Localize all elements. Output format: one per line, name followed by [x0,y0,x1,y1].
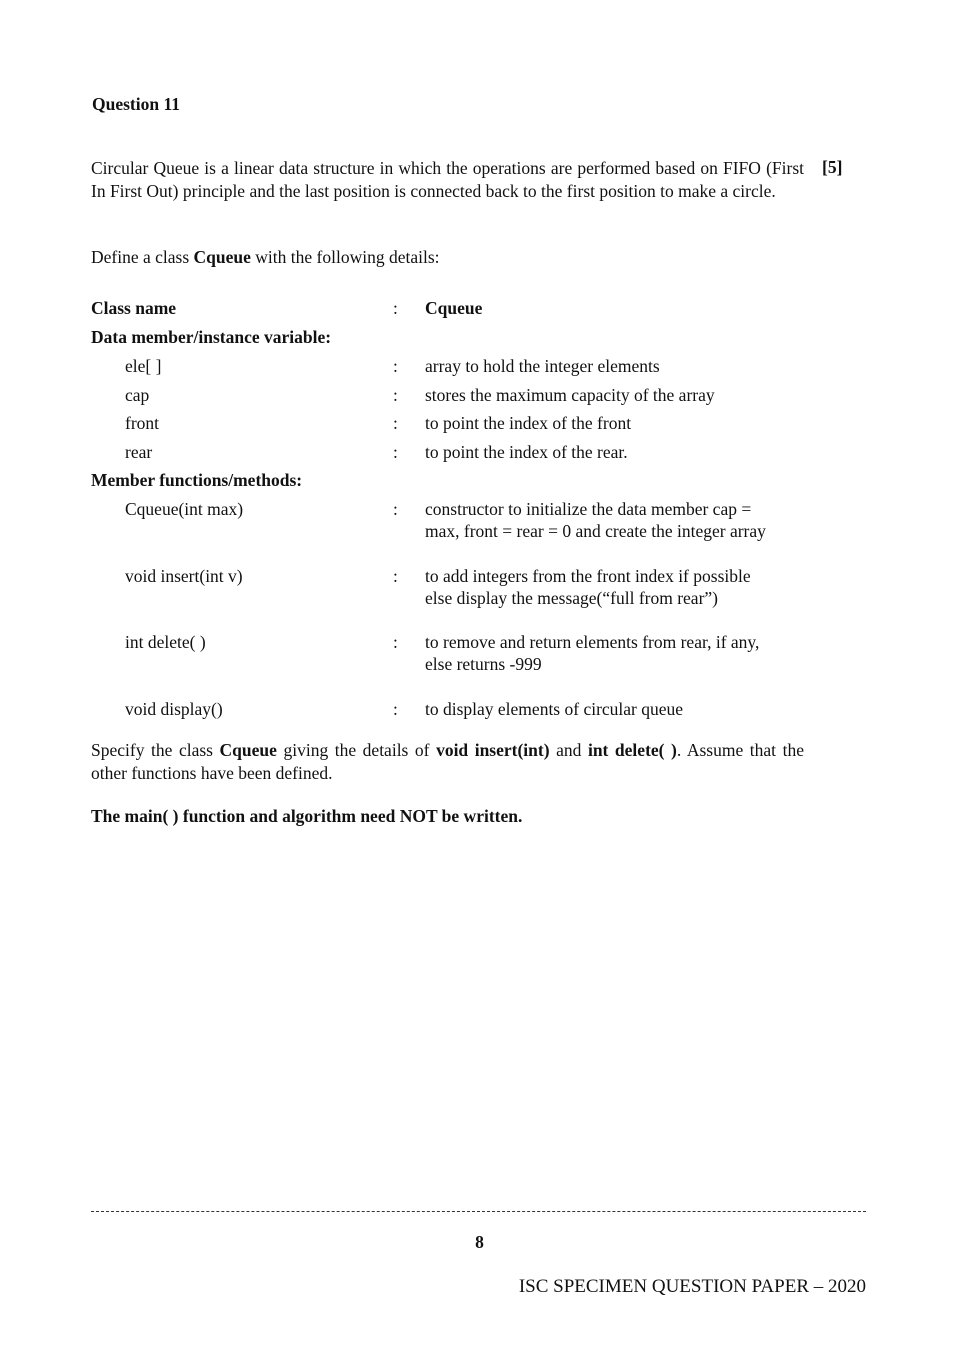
member-desc: array to hold the integer elements [425,356,660,376]
method-name: int delete( ) [125,632,206,652]
text: . Assume that the other functions have been defined. [91,740,804,783]
data-members-heading: Data member/instance variable: [91,327,332,347]
method-desc [425,565,825,609]
colon: : [393,413,398,433]
colon: : [393,356,398,376]
desc-line: max, front = rear = 0 and create the integer array [425,521,766,541]
desc-line: to remove and return elements from rear, if any, [425,632,760,652]
footer-divider [91,1211,866,1212]
colon: : [393,632,398,652]
bold-text: Cqueue [219,740,277,760]
desc-line: constructor to initialize the data member cap = [425,499,752,519]
question-intro: Circular Queue is a linear data structure in which the operations are performed based on FIFO (First In First Out) principle and the last position is connected back to the first position to make a circle. [91,158,804,201]
text: and [549,740,588,760]
class-name-value: Cqueue [425,298,483,318]
desc-line: to add integers from the front index if possible [425,566,751,586]
text: giving the details of [276,740,437,760]
member-name: cap [125,385,150,405]
question-title: Question 11 [92,94,181,114]
colon: : [393,499,398,519]
note-instruction: The main( ) function and algorithm need NOT be written. [91,806,523,826]
text: Specify the class [91,740,220,760]
define-prefix: Define a class [91,247,194,267]
method-name: void insert(int v) [125,566,243,586]
bold-text: int delete( ) [587,740,677,760]
member-desc: to point the index of the front [425,413,632,433]
colon: : [393,566,398,586]
bold-text: void insert(int) [436,740,550,760]
method-name: Cqueue(int max) [125,499,244,519]
colon: : [393,298,398,318]
method-name: void display() [125,699,223,719]
page-number: 8 [475,1232,484,1252]
colon: : [393,385,398,405]
specify-instruction [91,739,804,784]
class-name-label: Class name [91,298,177,318]
method-desc: to display elements of circular queue [425,699,684,719]
colon: : [393,699,398,719]
member-desc: to point the index of the rear. [425,442,628,462]
marks-badge: [5] [822,157,843,177]
colon: : [393,442,398,462]
desc-line: else display the message(“full from rear”) [425,588,718,608]
method-desc [425,631,825,675]
define-class-sentence [91,247,440,268]
define-class-name: Cqueue [193,247,251,267]
member-desc: stores the maximum capacity of the array [425,385,715,405]
member-name: rear [125,442,153,462]
member-name: ele[ ] [125,356,162,376]
desc-line: else returns -999 [425,654,542,674]
member-name: front [125,413,160,433]
paper-title: ISC SPECIMEN QUESTION PAPER – 2020 [518,1276,866,1297]
define-suffix: with the following details: [250,247,440,267]
methods-heading: Member functions/methods: [91,470,303,490]
method-desc [425,498,825,542]
